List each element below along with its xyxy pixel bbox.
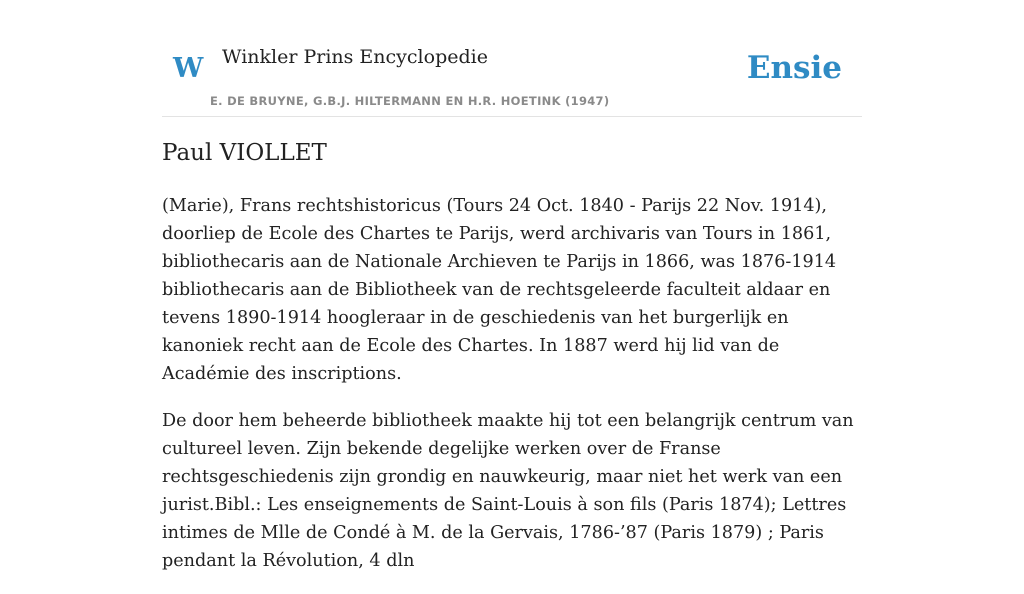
article-body [162,192,862,594]
header [162,40,862,117]
article-paragraph: (Marie), Frans rechtshistoricus (Tours 24 Oct. 1840 - Parijs 22 Nov. 1914), doorliep de Ecole des Chartes te Parijs, werd archivaris van Tours in 1861, bibliothecaris aan de Nationale Archieven te Parijs in 1866, was 1876-1914 bibliothecaris aan de Bibliotheek van de rechtsgeleerde faculteit aldaar en tevens 1890-1914 hoogleraar in de geschiedenis van het burgerlijk en kanoniek recht aan de Ecole des Chartes. In 1887 werd hij lid van de Académie des inscriptions. [162,196,837,384]
source-logo[interactable]: W [173,53,204,84]
source-authors: E. DE BRUYNE, G.B.J. HILTERMANN EN H.R. HOETINK (1947) [210,94,610,108]
article-title: Paul VIOLLET [162,140,327,166]
source-title[interactable]: Winkler Prins Encyclopedie [222,46,488,68]
ensie-logo[interactable]: Ensie [746,50,842,86]
article-paragraph: De door hem beheerde bibliotheek maakte hij tot een belangrijk centrum van cultureel leven. Zijn bekende degelijke werken over de Franse rechtsgeschiedenis zijn grondig en nauwkeurig, maar niet het werk van een jurist.Bibl.: Les enseignements de Saint-Louis à son fils (Paris 1874); Lettres intimes de Mlle de Condé à M. de la Gervais, 1786-’87 (Paris 1879) ; Paris pendant la Révolution, 4 dln [162,411,854,571]
